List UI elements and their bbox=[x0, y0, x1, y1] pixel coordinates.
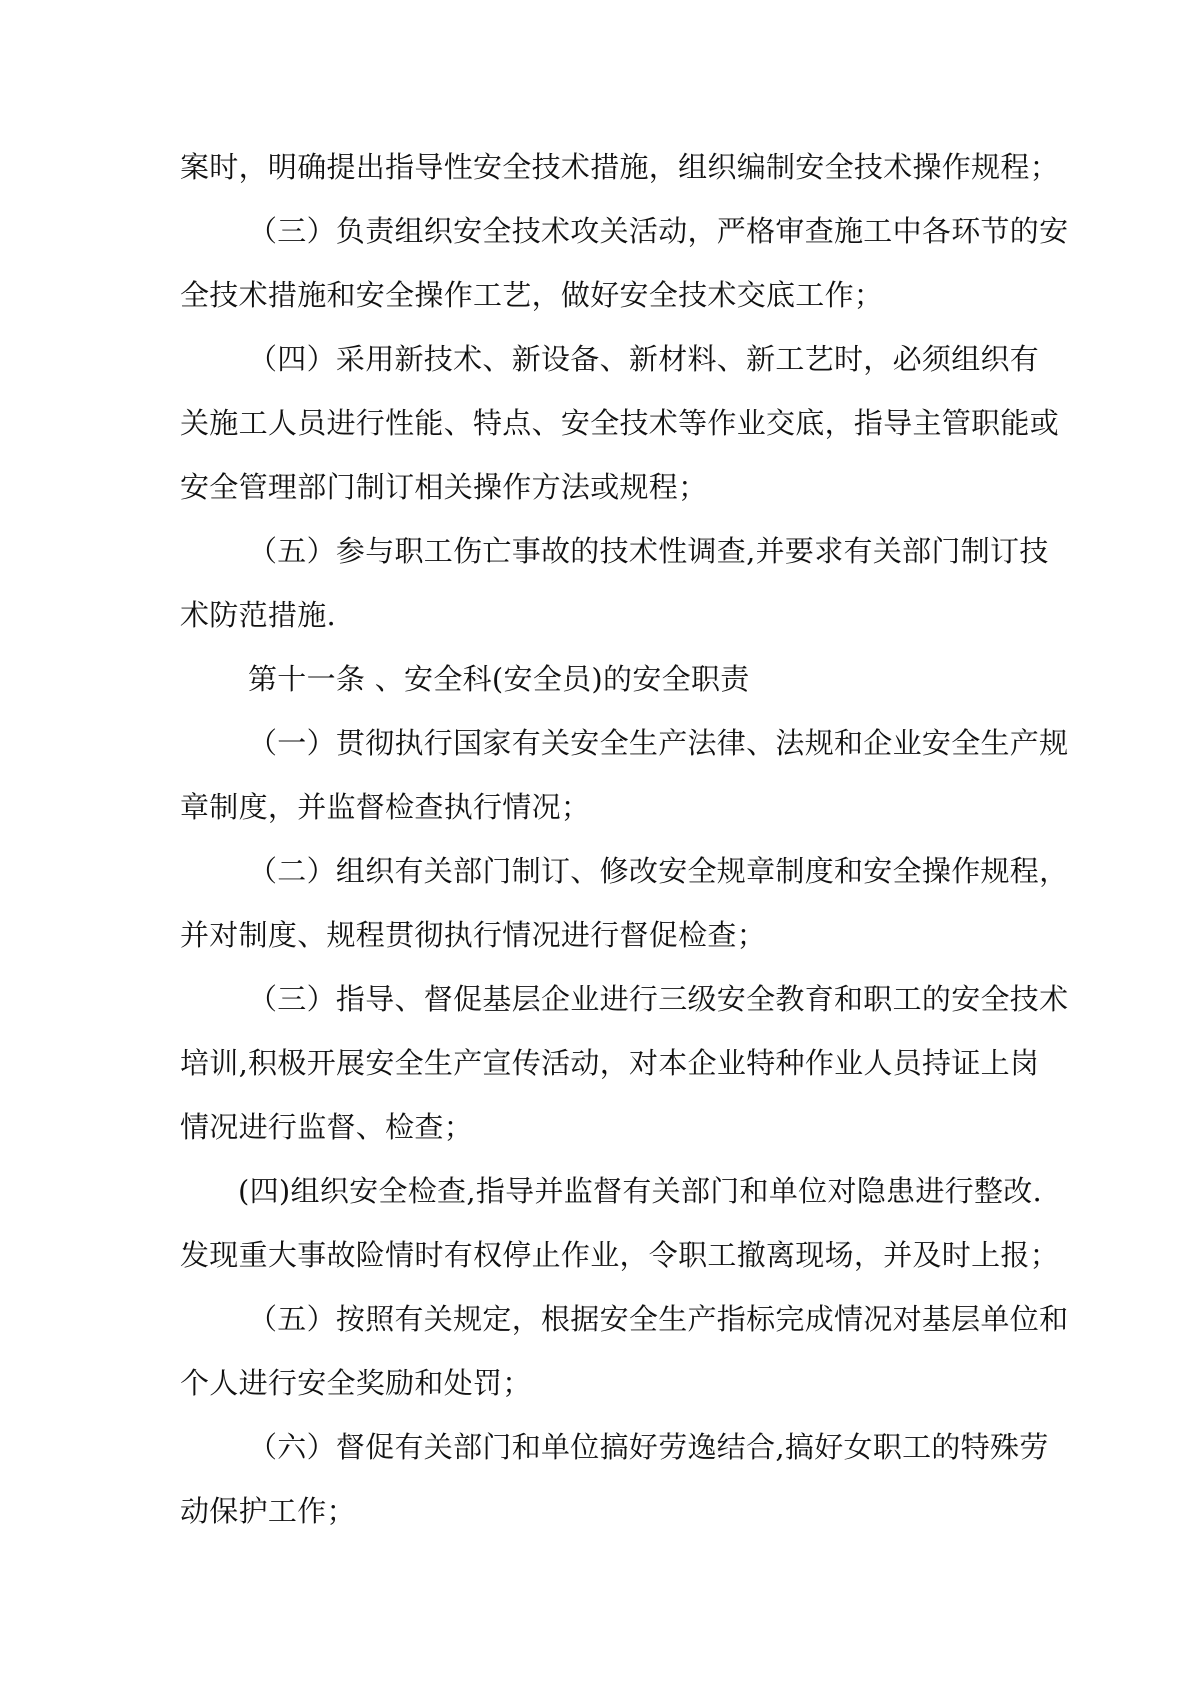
text-line: 发现重大事故险情时有权停止作业，令职工撤离现场，并及时上报； bbox=[180, 1238, 1060, 1272]
section-heading: 第十一条 、安全科(安全员)的安全职责 bbox=[248, 662, 750, 696]
text-line: （四）采用新技术、新设备、新材料、新工艺时，必须组织有 bbox=[248, 342, 1040, 376]
text-line: （五）参与职工伤亡事故的技术性调查,并要求有关部门制订技 bbox=[248, 534, 1049, 568]
text-line: 关施工人员进行性能、特点、安全技术等作业交底，指导主管职能或 bbox=[180, 406, 1060, 440]
document-body bbox=[180, 135, 1069, 1543]
text-line: 案时，明确提出指导性安全技术措施，组织编制安全技术操作规程； bbox=[180, 150, 1060, 184]
text-line: （二）组织有关部门制订、修改安全规章制度和安全操作规程， bbox=[248, 854, 1069, 888]
text-line: （一）贯彻执行国家有关安全生产法律、法规和企业安全生产规 bbox=[248, 726, 1069, 760]
text-line: 安全管理部门制订相关操作方法或规程； bbox=[180, 470, 708, 504]
text-line: 动保护工作； bbox=[180, 1494, 356, 1528]
text-line: 章制度，并监督检查执行情况； bbox=[180, 790, 591, 824]
text-line: 情况进行监督、检查； bbox=[180, 1110, 474, 1144]
text-line: （五）按照有关规定，根据安全生产指标完成情况对基层单位和 bbox=[248, 1302, 1069, 1336]
text-line: 个人进行安全奖励和处罚； bbox=[180, 1366, 532, 1400]
text-line: (四)组织安全检查,指导并监督有关部门和单位对隐患进行整改. bbox=[238, 1174, 1043, 1208]
text-line: 全技术措施和安全操作工艺，做好安全技术交底工作； bbox=[180, 278, 884, 312]
text-line: （三）指导、督促基层企业进行三级安全教育和职工的安全技术 bbox=[248, 982, 1069, 1016]
text-line: 术防范措施. bbox=[180, 598, 337, 632]
text-line: 培训,积极开展安全生产宣传活动，对本企业特种作业人员持证上岗 bbox=[180, 1046, 1040, 1080]
text-line: （六）督促有关部门和单位搞好劳逸结合,搞好女职工的特殊劳 bbox=[248, 1430, 1049, 1464]
text-line: 并对制度、规程贯彻执行情况进行督促检查； bbox=[180, 918, 767, 952]
text-line: （三）负责组织安全技术攻关活动，严格审查施工中各环节的安 bbox=[248, 214, 1069, 248]
